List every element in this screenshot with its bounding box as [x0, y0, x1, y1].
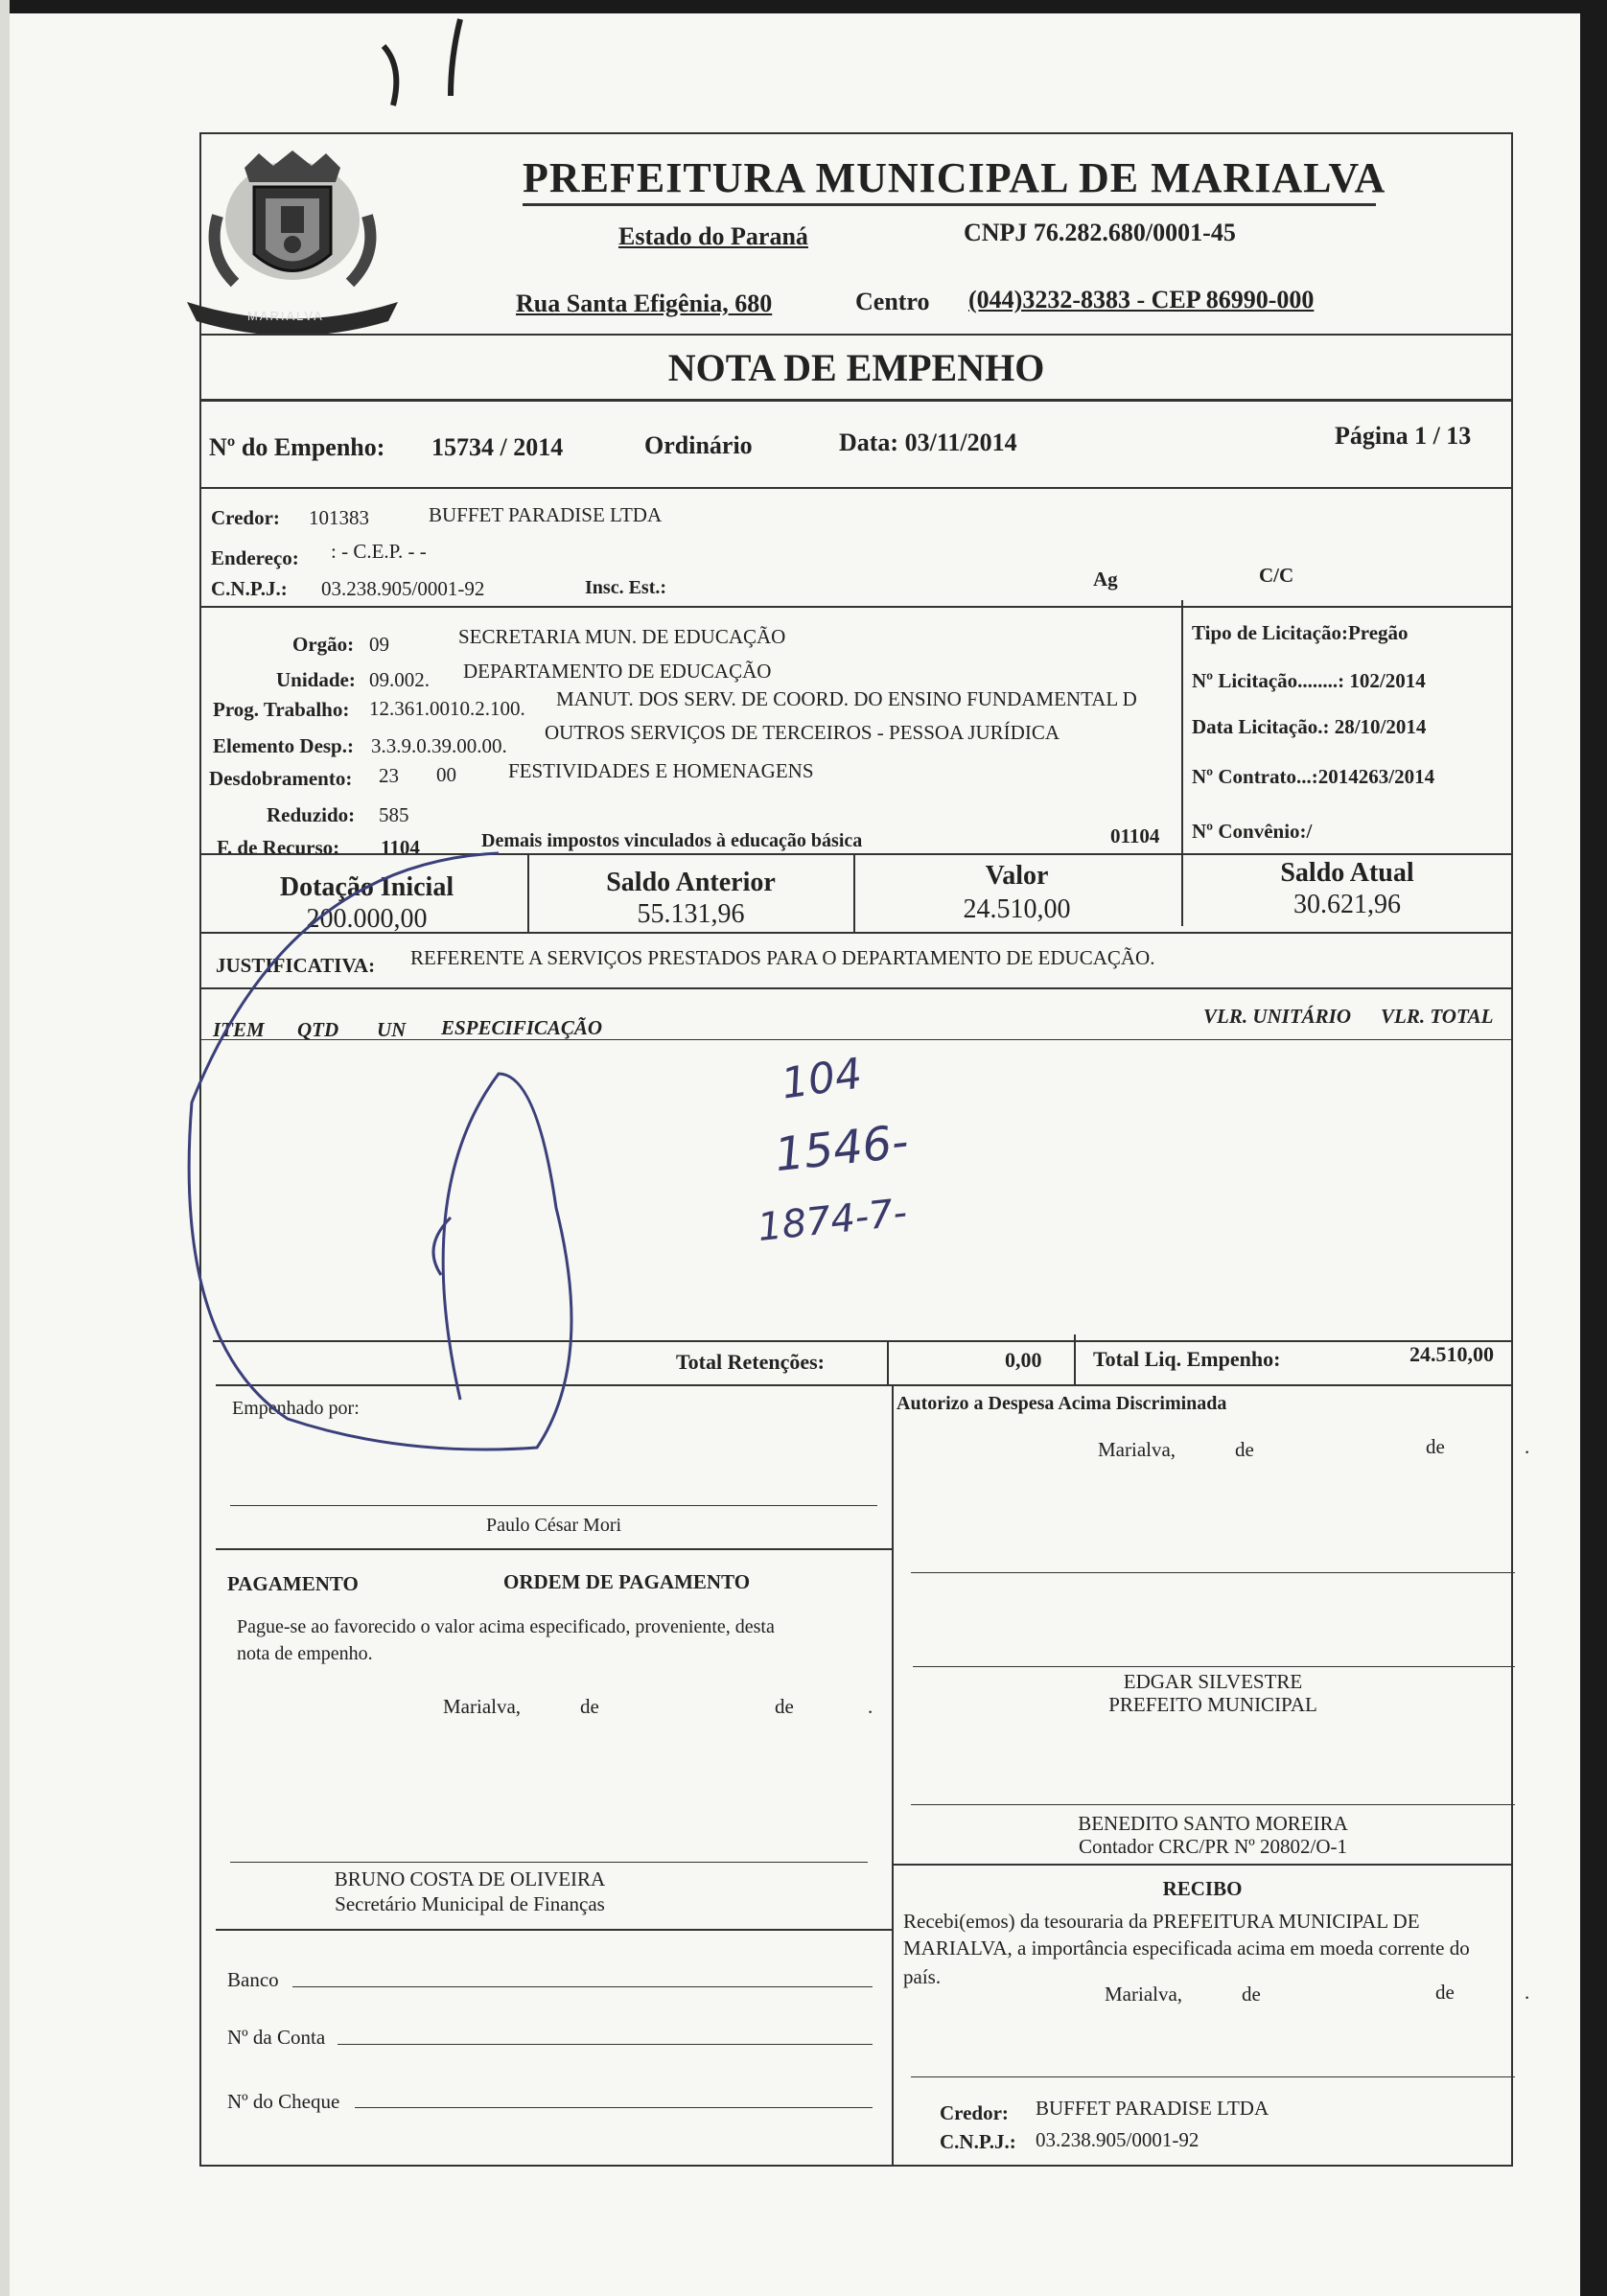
recibo-credor-label: Credor:: [940, 2101, 1009, 2124]
empenho-type: Ordinário: [644, 431, 753, 459]
elemento-name: OUTROS SERVIÇOS DE TERCEIROS - PESSOA JURÍDICA: [545, 721, 1060, 744]
cnpj-label: C.N.P.J.:: [211, 577, 288, 600]
saldo-atual-label: Saldo Atual: [1280, 858, 1414, 888]
empenho-number: 15734 / 2014: [431, 433, 564, 461]
tipo-licitacao: Tipo de Licitação:Pregão: [1192, 621, 1409, 644]
recibo-text-2: MARIALVA, a importância especificada acima em moeda corrente do: [903, 1937, 1470, 1960]
endereco-label: Endereço:: [211, 546, 299, 569]
banco-label: Banco: [227, 1968, 279, 1991]
recibo-text-1: Recebi(emos) da tesouraria da PREFEITURA MUNICIPAL DE: [903, 1910, 1420, 1933]
account-label: C/C: [1259, 564, 1294, 587]
agency-label: Ag: [1093, 568, 1118, 591]
saldo-anterior-label: Saldo Anterior: [606, 868, 776, 897]
orgao-label: Orgão:: [292, 633, 355, 656]
reduzido-value: 585: [379, 803, 409, 826]
handwritten-note-3: 1874-7-: [756, 1190, 910, 1251]
prefeito-name: EDGAR SILVESTRE: [1123, 1670, 1303, 1693]
pague-se-line-1: Pague-se ao favorecido o valor acima especificado, proveniente, desta: [237, 1616, 775, 1637]
justificativa-label: JUSTIFICATIVA:: [216, 954, 376, 977]
numero-licitacao: Nº Licitação........: 102/2014: [1192, 669, 1426, 692]
contador-role: Contador CRC/PR Nº 20802/O-1: [1078, 1835, 1348, 1858]
valor-label: Valor: [985, 861, 1049, 891]
endereco-value: : - C.E.P. - -: [331, 540, 427, 563]
desdobramento-name: FESTIVIDADES E HOMENAGENS: [508, 759, 814, 782]
total-liquido-label: Total Liq. Empenho:: [1093, 1347, 1281, 1371]
especificacao-column-header: ESPECIFICAÇÃO: [441, 1016, 603, 1039]
convenio-number: Nº Convênio:/: [1192, 820, 1313, 843]
recurso-code: 1104: [381, 836, 420, 859]
secretario-role: Secretário Municipal de Finanças: [335, 1892, 605, 1915]
unidade-code: 09.002.: [369, 668, 430, 691]
handwritten-note-2: 1546-: [772, 1114, 912, 1183]
pagamento-label: PAGAMENTO: [227, 1572, 359, 1595]
pagamento-de-1: de: [580, 1695, 599, 1718]
empenho-date: Data: 03/11/2014: [839, 429, 1017, 456]
credor-name: BUFFET PARADISE LTDA: [429, 503, 663, 526]
prog-trabalho-code: 12.361.0010.2.100.: [369, 697, 525, 720]
cnpj-header: CNPJ 76.282.680/0001-45: [964, 219, 1236, 246]
insc-est-label: Insc. Est.:: [585, 577, 667, 598]
desdobramento-sub: 00: [436, 763, 456, 786]
pagamento-city: Marialva,: [443, 1695, 522, 1718]
recibo-dot: .: [1525, 1981, 1530, 2004]
handwritten-note-1: 104: [778, 1049, 866, 1109]
qtd-column-header: QTD: [297, 1018, 339, 1041]
elemento-code: 3.3.9.0.39.00.00.: [371, 734, 507, 757]
vlr-total-column-header: VLR. TOTAL: [1381, 1005, 1494, 1028]
recibo-de-2: de: [1435, 1981, 1455, 2004]
credor-label: Credor:: [211, 506, 280, 529]
empenho-number-label: Nº do Empenho:: [209, 433, 385, 461]
district-label: Centro: [855, 288, 930, 315]
autorizo-de-1: de: [1235, 1438, 1254, 1461]
empenhado-por-label: Empenhado por:: [232, 1398, 360, 1419]
coat-of-arms-banner-text: MARIALVA: [247, 309, 324, 323]
cnpj-value: 03.238.905/0001-92: [321, 577, 485, 600]
recibo-text-3: país.: [903, 1965, 942, 1988]
recurso-name: Demais impostos vinculados à educação básica: [481, 830, 863, 851]
street-label: Rua Santa Efigênia, 680: [516, 290, 773, 317]
retencoes-value: 0,00: [1005, 1348, 1042, 1372]
un-column-header: UN: [377, 1018, 407, 1041]
state-label: Estado do Paraná: [618, 222, 808, 250]
recibo-city: Marialva,: [1105, 1983, 1183, 2006]
document-title: NOTA DE EMPENHO: [667, 346, 1045, 389]
justificativa-text: REFERENTE A SERVIÇOS PRESTADOS PARA O DEPARTAMENTO DE EDUCAÇÃO.: [410, 946, 1155, 969]
contrato-number: Nº Contrato...:2014263/2014: [1192, 765, 1435, 788]
autorizo-city: Marialva,: [1098, 1438, 1176, 1461]
saldo-anterior-value: 55.131,96: [637, 899, 745, 929]
recurso-label: F. de Recurso:: [217, 836, 340, 859]
secretario-name: BRUNO COSTA DE OLIVEIRA: [334, 1867, 606, 1890]
cheque-label: Nº do Cheque: [227, 2090, 340, 2113]
recibo-de-1: de: [1242, 1983, 1261, 2006]
valor-value: 24.510,00: [963, 894, 1071, 924]
prefeito-role: PREFEITO MUNICIPAL: [1108, 1693, 1317, 1716]
elemento-label: Elemento Desp.:: [213, 734, 354, 757]
recibo-cnpj-value: 03.238.905/0001-92: [1036, 2128, 1199, 2151]
phone-cep-label: (044)3232-8383 - CEP 86990-000: [968, 286, 1315, 313]
recibo-cnpj-label: C.N.P.J.:: [940, 2130, 1016, 2153]
pagamento-de-2: de: [775, 1695, 794, 1718]
ordem-pagamento-label: ORDEM DE PAGAMENTO: [503, 1570, 751, 1593]
page-title: PREFEITURA MUNICIPAL DE MARIALVA: [523, 154, 1386, 201]
contador-name: BENEDITO SANTO MOREIRA: [1078, 1812, 1348, 1835]
retencoes-label: Total Retenções:: [676, 1350, 825, 1374]
autorizo-de-2: de: [1426, 1435, 1445, 1458]
vlr-unitario-column-header: VLR. UNITÁRIO: [1203, 1005, 1352, 1028]
unidade-label: Unidade:: [276, 668, 356, 691]
saldo-atual-value: 30.621,96: [1293, 890, 1401, 919]
dotacao-label: Dotação Inicial: [279, 872, 454, 902]
desdobramento-code: 23: [379, 764, 399, 787]
total-liquido-value: 24.510,00: [1409, 1342, 1494, 1366]
item-column-header: ITEM: [213, 1018, 265, 1041]
conta-label: Nº da Conta: [227, 2026, 326, 2049]
autorizo-label: Autorizo a Despesa Acima Discriminada: [897, 1393, 1227, 1414]
orgao-name: SECRETARIA MUN. DE EDUCAÇÃO: [458, 625, 786, 648]
data-licitacao: Data Licitação.: 28/10/2014: [1192, 715, 1427, 738]
credor-code: 101383: [309, 506, 369, 529]
dotacao-value: 200.000,00: [306, 904, 428, 934]
pague-se-line-2: nota de empenho.: [237, 1643, 373, 1664]
unidade-name: DEPARTAMENTO DE EDUCAÇÃO: [463, 660, 772, 683]
prog-trabalho-label: Prog. Trabalho:: [213, 698, 350, 721]
recurso-extra-code: 01104: [1110, 824, 1160, 847]
prog-trabalho-name: MANUT. DOS SERV. DE COORD. DO ENSINO FUNDAMENTAL D: [556, 687, 1137, 710]
recibo-credor-name: BUFFET PARADISE LTDA: [1036, 2097, 1269, 2120]
desdobramento-label: Desdobramento:: [209, 767, 353, 790]
autorizo-dot: .: [1525, 1435, 1530, 1458]
pagamento-dot: .: [868, 1695, 873, 1718]
recibo-title: RECIBO: [1162, 1877, 1243, 1900]
orgao-code: 09: [369, 633, 389, 656]
page-number: Página 1 / 13: [1335, 422, 1472, 450]
empenhado-signatory: Paulo César Mori: [485, 1515, 622, 1536]
reduzido-label: Reduzido:: [267, 803, 356, 826]
